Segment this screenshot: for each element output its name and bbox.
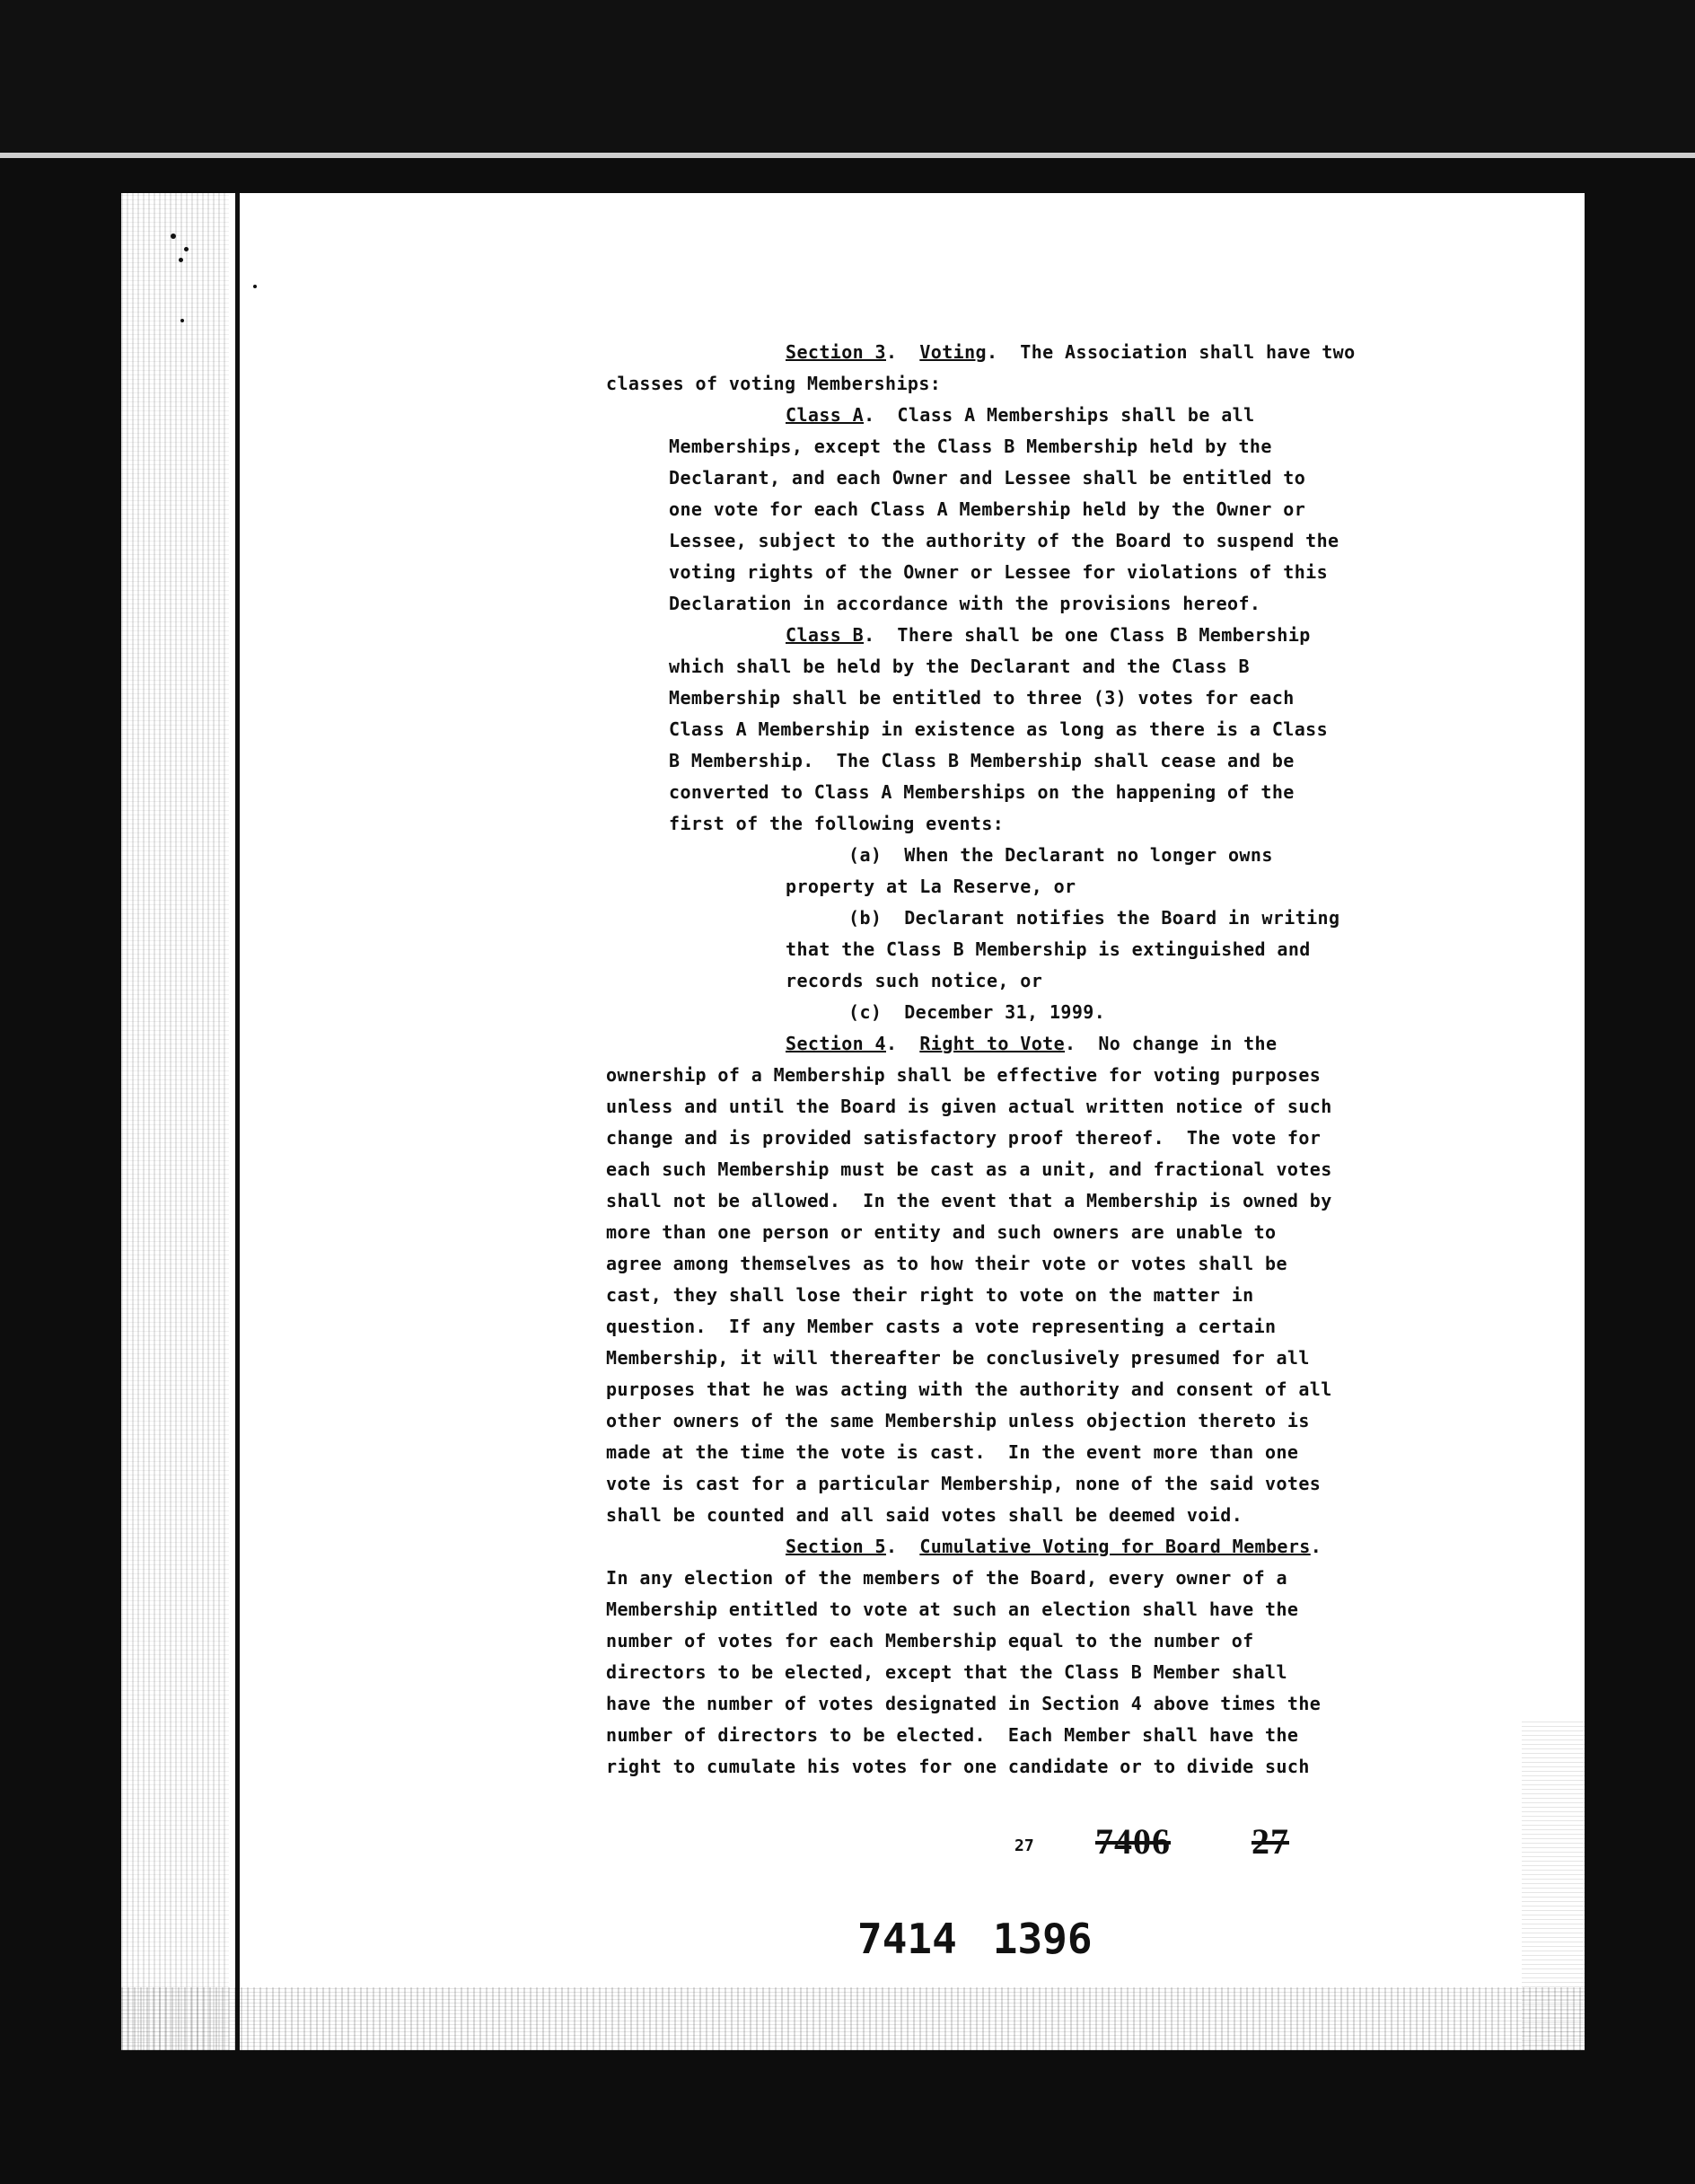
text-run: Declarant, and each Owner and Lessee shall be entitled to (669, 467, 1306, 489)
text-line (606, 337, 1585, 368)
page-number: 27 (1014, 1836, 1034, 1855)
text-run: that the Class B Membership is extinguished and (786, 938, 1311, 960)
text-line (606, 1720, 1585, 1751)
text-run: . The Association shall have two (986, 341, 1356, 363)
text-run: Memberships, except the Class B Membership held by the (669, 436, 1272, 457)
scan-top-margin (0, 0, 1695, 153)
text-run: number of votes for each Membership equal to the number of (606, 1630, 1254, 1651)
text-run: have the number of votes designated in Section 4 above times the (606, 1693, 1322, 1714)
text-line (606, 1468, 1585, 1500)
text-run: vote is cast for a particular Membership, none of the said votes (606, 1473, 1322, 1494)
text-run: records such notice, or (786, 970, 1043, 991)
book-number: 7414 (857, 1915, 957, 1963)
text-run: Membership entitled to vote at such an election shall have the (606, 1598, 1299, 1620)
text-line (606, 1563, 1585, 1594)
text-line (606, 620, 1585, 651)
text-line (606, 965, 1585, 997)
text-run: . (885, 341, 920, 363)
text-run: (c) December 31, 1999. (848, 1001, 1106, 1023)
text-run: classes of voting Memberships: (606, 373, 942, 394)
text-run: one vote for each Class A Membership held by the Owner or (669, 498, 1306, 520)
text-run: purposes that he was acting with the authority and consent of all (606, 1378, 1332, 1400)
text-line (606, 808, 1585, 840)
text-run: voting rights of the Owner or Lessee for violations of this (669, 561, 1329, 583)
scan-speck (171, 233, 176, 239)
scan-top-line (0, 153, 1695, 158)
text-run: In any election of the members of the Board, every owner of a (606, 1567, 1287, 1589)
text-run: ownership of a Membership shall be effective for voting purposes (606, 1064, 1322, 1086)
struck-stamp-right: 27 (1251, 1821, 1289, 1862)
book-page-stamp (857, 1915, 1093, 1963)
text-run: Class A Membership in existence as long as there is a Class (669, 718, 1329, 740)
text-line (606, 1311, 1585, 1343)
scan-speck (180, 319, 184, 322)
scan-noise-left (121, 193, 229, 2050)
text-line (606, 1437, 1585, 1468)
underlined-heading: Section 4 (786, 1033, 886, 1054)
underlined-heading: Cumulative Voting for Board Members (919, 1536, 1311, 1557)
text-line (606, 1060, 1585, 1091)
text-run: . (885, 1536, 920, 1557)
text-run: (a) When the Declarant no longer owns (848, 844, 1273, 866)
text-run: converted to Class A Memberships on the happening of the (669, 781, 1295, 803)
text-run: (b) Declarant notifies the Board in writing (848, 907, 1340, 929)
document-page (121, 193, 1585, 2050)
text-run: . There shall be one Class B Membership (864, 624, 1311, 646)
text-line (606, 1280, 1585, 1311)
text-run: . Class A Memberships shall be all (864, 404, 1255, 426)
text-run: made at the time the vote is cast. In the event more than one (606, 1441, 1299, 1463)
text-run: unless and until the Board is given actual written notice of such (606, 1096, 1332, 1117)
text-run: shall be counted and all said votes shall be deemed void. (606, 1504, 1243, 1526)
text-run: . (1310, 1536, 1322, 1557)
text-line (606, 1343, 1585, 1374)
text-run: other owners of the same Membership unless objection thereto is (606, 1410, 1310, 1431)
struck-recording-stamp (1095, 1820, 1289, 1863)
underlined-heading: Section 3 (786, 341, 886, 363)
text-run: B Membership. The Class B Membership shall cease and be (669, 750, 1295, 771)
binding-rule (235, 193, 240, 2050)
text-line (606, 714, 1585, 745)
text-line (606, 1405, 1585, 1437)
text-line (606, 1123, 1585, 1154)
text-line (606, 651, 1585, 682)
text-line (606, 903, 1585, 934)
text-run: cast, they shall lose their right to vote on the matter in (606, 1284, 1254, 1306)
text-line (606, 462, 1585, 494)
text-line (606, 1154, 1585, 1185)
text-line (606, 745, 1585, 777)
underlined-heading: Class A (786, 404, 865, 426)
text-run: which shall be held by the Declarant and the Class B (669, 656, 1250, 677)
text-run: question. If any Member casts a vote representing a certain (606, 1316, 1277, 1337)
text-line (606, 1751, 1585, 1783)
text-line (606, 1625, 1585, 1657)
underlined-heading: Voting (919, 341, 987, 363)
text-line (606, 1217, 1585, 1248)
underlined-heading: Right to Vote (919, 1033, 1066, 1054)
text-line (606, 934, 1585, 965)
text-line (606, 1185, 1585, 1217)
text-line (606, 557, 1585, 588)
underlined-heading: Section 5 (786, 1536, 886, 1557)
text-run: property at La Reserve, or (786, 876, 1076, 897)
text-line (606, 588, 1585, 620)
text-run: . (885, 1033, 920, 1054)
scan-speck (184, 247, 189, 251)
text-run: . No change in the (1065, 1033, 1278, 1054)
text-line (606, 525, 1585, 557)
text-line (606, 400, 1585, 431)
text-line (606, 840, 1585, 871)
text-line (606, 1688, 1585, 1720)
text-line (606, 777, 1585, 808)
text-run: number of directors to be elected. Each Member shall have the (606, 1724, 1299, 1746)
book-page-number: 1396 (992, 1915, 1093, 1963)
text-line (606, 368, 1585, 400)
scan-noise-bottom (121, 1987, 1585, 2050)
scan-speck (179, 258, 183, 262)
text-run: shall not be allowed. In the event that a Membership is owned by (606, 1190, 1332, 1211)
text-run: Membership, it will thereafter be conclusively presumed for all (606, 1347, 1310, 1369)
text-line (606, 1091, 1585, 1123)
text-run: right to cumulate his votes for one candidate or to divide such (606, 1756, 1310, 1777)
document-body (606, 337, 1585, 1783)
text-run: Declaration in accordance with the provisions hereof. (669, 593, 1261, 614)
text-run: Membership shall be entitled to three (3) votes for each (669, 687, 1295, 709)
text-line (606, 1531, 1585, 1563)
text-line (606, 682, 1585, 714)
text-line (606, 871, 1585, 903)
struck-stamp-left: 7406 (1095, 1821, 1171, 1862)
text-line (606, 1248, 1585, 1280)
text-run: directors to be elected, except that the Class B Member shall (606, 1661, 1287, 1683)
text-run: change and is provided satisfactory proof thereof. The vote for (606, 1127, 1322, 1149)
text-run: agree among themselves as to how their vote or votes shall be (606, 1253, 1287, 1274)
text-run: each such Membership must be cast as a unit, and fractional votes (606, 1158, 1332, 1180)
text-line (606, 1657, 1585, 1688)
text-run: more than one person or entity and such owners are unable to (606, 1221, 1277, 1243)
text-line (606, 997, 1585, 1028)
text-run: Lessee, subject to the authority of the Board to suspend the (669, 530, 1339, 551)
text-line (606, 1500, 1585, 1531)
text-line (606, 1594, 1585, 1625)
text-line (606, 1374, 1585, 1405)
text-run: first of the following events: (669, 813, 1005, 834)
text-line (606, 1028, 1585, 1060)
text-line (606, 494, 1585, 525)
underlined-heading: Class B (786, 624, 865, 646)
text-line (606, 431, 1585, 462)
scan-speck (253, 285, 257, 288)
